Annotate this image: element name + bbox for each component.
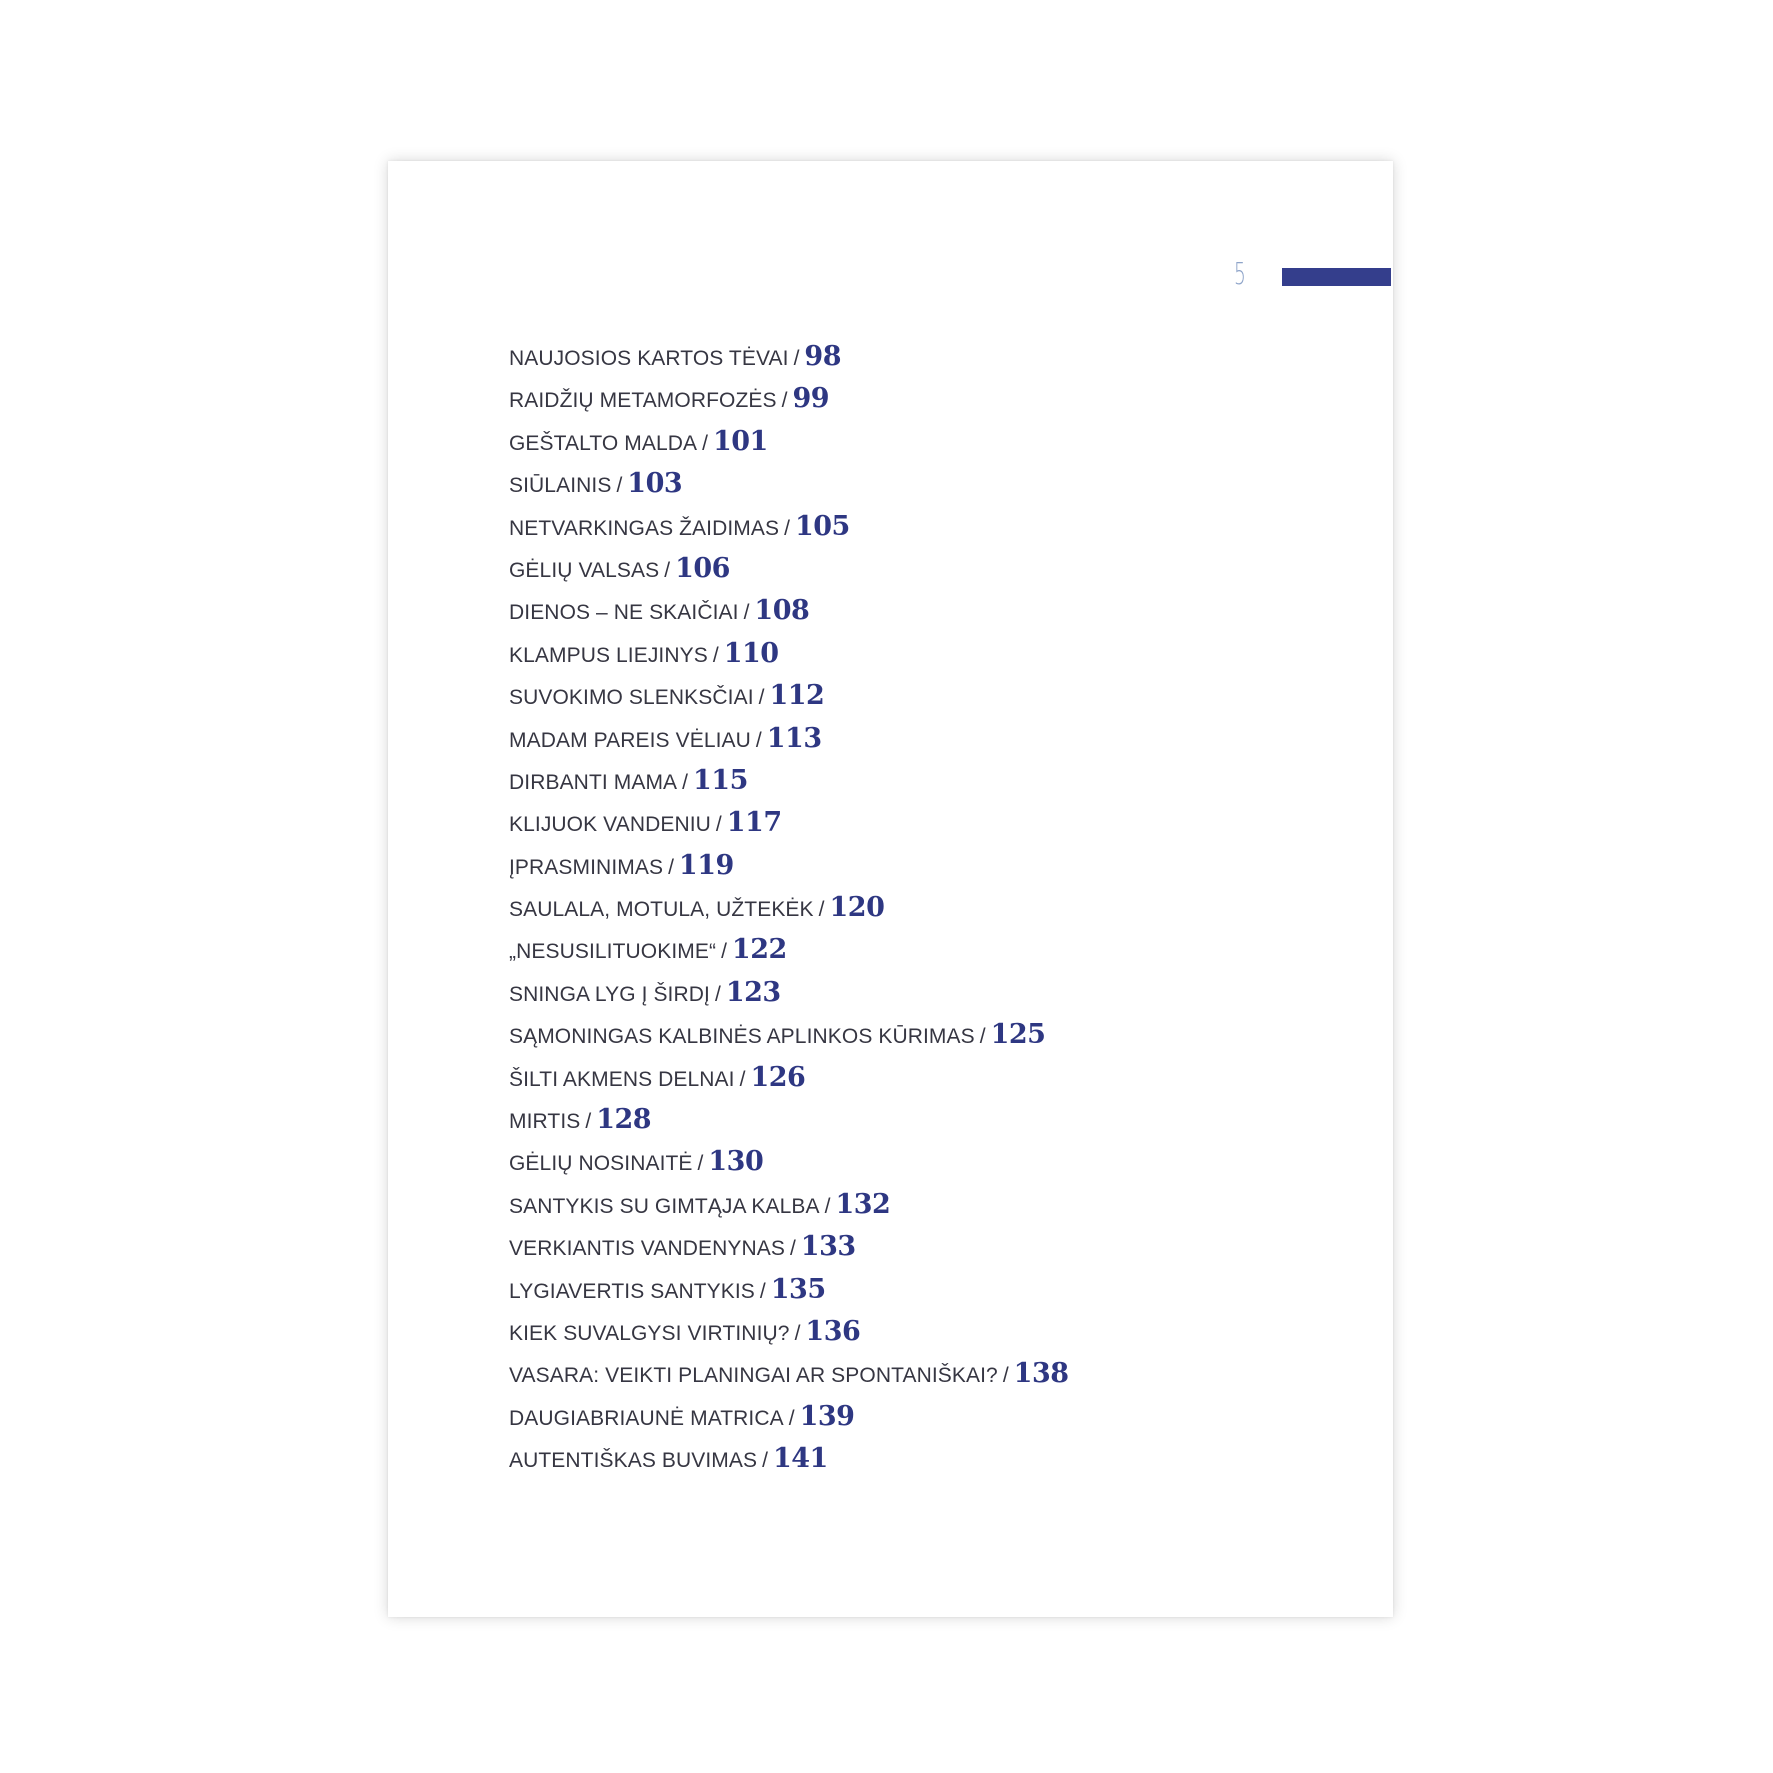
toc-entry-title: GEŠTALTO MALDA xyxy=(509,431,698,455)
toc-entry-separator: / xyxy=(664,558,671,582)
toc-entry-page: 135 xyxy=(770,1273,826,1305)
toc-entry-title: NETVARKINGAS ŽAIDIMAS xyxy=(509,516,780,540)
toc-entry-page: 136 xyxy=(805,1315,861,1347)
toc-entry-page: 108 xyxy=(754,595,810,627)
toc-entry-page: 132 xyxy=(835,1188,891,1220)
toc-entry-page: 113 xyxy=(766,722,822,754)
toc-entry-title: ŠILTI AKMENS DELNAI xyxy=(509,1067,735,1091)
toc-entry-page: 117 xyxy=(726,807,782,839)
toc-entry-title: SANTYKIS SU GIMTĄJA KALBA xyxy=(509,1194,820,1218)
toc-entry xyxy=(509,1311,1069,1353)
toc-entry xyxy=(509,1141,1069,1183)
toc-entry-separator: / xyxy=(762,1449,768,1473)
toc-entry xyxy=(509,1438,1069,1480)
page-number-bar xyxy=(1282,268,1391,286)
toc-entry xyxy=(509,378,1069,420)
toc-entry xyxy=(509,1226,1069,1268)
toc-entry-separator: / xyxy=(781,389,788,413)
toc-entry-page: 115 xyxy=(693,764,748,796)
toc-entry-separator: / xyxy=(702,431,708,455)
toc-entry-page: 105 xyxy=(794,510,850,542)
toc-entry-title: SUVOKIMO SLENKSČIAI xyxy=(509,686,754,710)
toc-entry xyxy=(509,1396,1069,1438)
book-page xyxy=(388,161,1393,1617)
toc-entry xyxy=(509,845,1069,887)
toc-entry-page: 128 xyxy=(596,1104,652,1136)
toc-entry-title: LYGIAVERTIS SANTYKIS xyxy=(509,1279,755,1303)
toc-entry-separator: / xyxy=(616,474,623,498)
toc-entry-title: NAUJOSIOS KARTOS TĖVAI xyxy=(509,347,789,370)
toc-entry xyxy=(509,463,1069,505)
toc-entry-separator: / xyxy=(712,643,719,667)
toc-entry xyxy=(509,548,1069,590)
toc-entry-separator: / xyxy=(789,1237,796,1261)
toc-entry-title: DIENOS – NE SKAIČIAI xyxy=(509,601,739,625)
toc-entry-title: SĄMONINGAS KALBINĖS APLINKOS KŪRIMAS xyxy=(509,1025,975,1049)
toc-entry-separator: / xyxy=(668,855,674,879)
toc-entry-separator: / xyxy=(714,982,721,1006)
toc-entry-separator: / xyxy=(979,1025,986,1049)
toc-entry-title: SAULALA, MOTULA, UŽTEKĖK xyxy=(509,898,814,922)
toc-entry-title: KLIJUOK VANDENIU xyxy=(509,813,711,837)
toc-entry-separator: / xyxy=(794,1321,801,1345)
toc-entry-page: 122 xyxy=(731,934,787,966)
toc-entry xyxy=(509,802,1069,844)
toc-entry-title: AUTENTIŠKAS BUVIMAS xyxy=(509,1449,758,1473)
page-number: 5 xyxy=(1234,257,1246,292)
toc-entry-separator: / xyxy=(784,516,790,540)
toc-entry-separator: / xyxy=(758,686,765,710)
toc-entry-page: 112 xyxy=(769,680,825,712)
toc-entry-page: 110 xyxy=(723,637,779,669)
toc-entry-title: VERKIANTIS VANDENYNAS xyxy=(509,1237,785,1261)
toc-entry-page: 141 xyxy=(772,1443,828,1475)
toc-entry xyxy=(509,1014,1069,1056)
toc-entry-separator: / xyxy=(818,898,825,922)
toc-entry xyxy=(509,336,1069,378)
toc-entry xyxy=(509,675,1069,717)
toc-entry-page: 125 xyxy=(990,1019,1046,1051)
toc-entry xyxy=(509,1184,1069,1226)
toc-entry-separator: / xyxy=(682,770,688,794)
toc-entry xyxy=(509,1269,1069,1311)
toc-entry-separator: / xyxy=(759,1279,766,1303)
toc-entry xyxy=(509,1057,1069,1099)
toc-entry-separator: / xyxy=(715,813,722,837)
toc-entry-page: 99 xyxy=(792,383,830,415)
toc-entry-separator: / xyxy=(743,601,750,625)
toc-entry-title: „NESUSILITUOKIME“ xyxy=(509,940,717,964)
toc-entry-separator: / xyxy=(793,347,800,370)
toc-entry-title: GĖLIŲ NOSINAITĖ xyxy=(509,1152,693,1176)
toc-entry xyxy=(509,633,1069,675)
toc-entry-title: KLAMPUS LIEJINYS xyxy=(509,643,708,667)
toc-entry-separator: / xyxy=(739,1067,746,1091)
toc-entry-title: MIRTIS xyxy=(509,1110,581,1134)
toc-entry-title: DIRBANTI MAMA xyxy=(509,770,678,794)
toc-entry-page: 101 xyxy=(712,425,768,457)
toc-entry-title: DAUGIABRIAUNĖ MATRICA xyxy=(509,1406,784,1430)
toc-entry-page: 106 xyxy=(675,552,730,584)
toc-entry-separator: / xyxy=(721,940,727,964)
toc-entry-title: VASARA: VEIKTI PLANINGAI AR SPONTANIŠKAI? xyxy=(509,1364,998,1388)
toc-entry-separator: / xyxy=(585,1110,592,1134)
toc-entry-title: ĮPRASMINIMAS xyxy=(509,855,664,879)
toc-entry-title: RAIDŽIŲ METAMORFOZĖS xyxy=(509,389,777,413)
toc-entry-page: 130 xyxy=(708,1146,764,1178)
toc-entry xyxy=(509,929,1069,971)
toc-entry xyxy=(509,972,1069,1014)
table-of-contents xyxy=(509,336,1069,1481)
toc-entry xyxy=(509,718,1069,760)
toc-entry-title: SNINGA LYG Į ŠIRDĮ xyxy=(509,982,710,1006)
toc-entry-separator: / xyxy=(788,1406,795,1430)
toc-entry xyxy=(509,1099,1069,1141)
toc-entry-separator: / xyxy=(824,1194,831,1218)
toc-entry-title: SIŪLAINIS xyxy=(509,474,612,498)
toc-entry-title: MADAM PAREIS VĖLIAU xyxy=(509,728,751,752)
toc-entry-page: 103 xyxy=(627,468,683,500)
toc-entry-separator: / xyxy=(755,728,762,752)
toc-entry xyxy=(509,506,1069,548)
toc-entry-page: 98 xyxy=(804,341,841,372)
toc-entry-page: 133 xyxy=(800,1231,856,1263)
toc-entry xyxy=(509,1353,1069,1395)
toc-entry xyxy=(509,421,1069,463)
toc-entry-title: KIEK SUVALGYSI VIRTINIŲ? xyxy=(509,1321,790,1345)
toc-entry-page: 139 xyxy=(799,1400,855,1432)
toc-entry-title: GĖLIŲ VALSAS xyxy=(509,558,660,582)
toc-entry xyxy=(509,760,1069,802)
toc-entry-page: 120 xyxy=(829,892,885,924)
toc-entry-page: 138 xyxy=(1013,1358,1069,1390)
toc-entry-page: 123 xyxy=(725,976,781,1008)
toc-entry-separator: / xyxy=(1002,1364,1009,1388)
toc-entry xyxy=(509,887,1069,929)
toc-entry xyxy=(509,590,1069,632)
toc-entry-page: 126 xyxy=(750,1061,806,1093)
toc-entry-separator: / xyxy=(697,1152,704,1176)
toc-entry-page: 119 xyxy=(678,849,734,881)
